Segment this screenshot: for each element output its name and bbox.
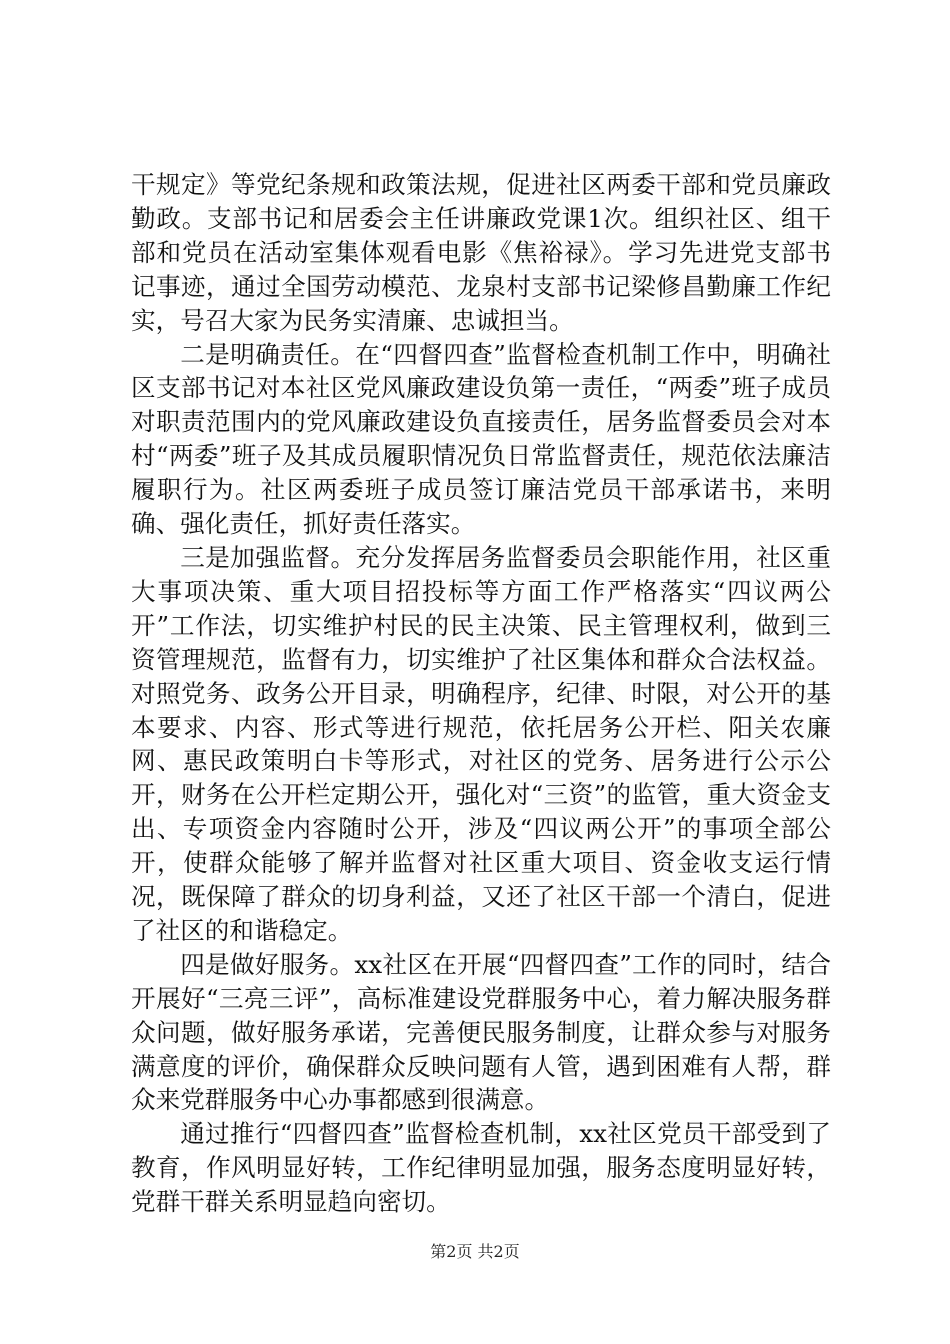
paragraph-conclusion: 通过推行“四督四查”监督检查机制，xx社区党员干部受到了教育，作风明显好转，工作纪律明显加强，服务态度明显好转，党群干群关系明显趋向密切。 — [131, 1119, 831, 1217]
paragraph-responsibility: 二是明确责任。在“四督四查”监督检查机制工作中，明确社区支部书记对本社区党风廉政建设负第一责任，“两委”班子成员对职责范围内的党风廉政建设负直接责任，居务监督委员会对本村“两委”班子及其成员履职情况负日常监督责任，规范依法廉洁履职行为。社区两委班子成员签订廉洁党员干部承诺书，来明确、强化责任，抓好责任落实。 — [131, 339, 831, 539]
page-footer: 第2页 共2页 — [430, 1242, 520, 1261]
paragraph-supervision: 三是加强监督。充分发挥居务监督委员会职能作用，社区重大事项决策、重大项目招投标等方面工作严格落实“四议两公开”工作法，切实维护村民的民主决策、民主管理权利，做到三资管理规范，监督有力，切实维护了社区集体和群众合法权益。对照党务、政务公开目录，明确程序，纪律、时限，对公开的基本要求、内容、形式等进行规范，依托居务公开栏、阳关农廉网、惠民政策明白卡等形式，对社区的党务、居务进行公示公开，财务在公开栏定期公开，强化对“三资”的监管，重大资金支出、专项资金内容随时公开，涉及“四议两公开”的事项全部公开，使群众能够了解并监督对社区重大项目、资金收支运行情况，既保障了群众的切身利益，又还了社区干部一个清白，促进了社区的和谐稳定。 — [131, 542, 831, 945]
paragraph-service: 四是做好服务。xx社区在开展“四督四查”工作的同时，结合开展好“三亮三评”，高标准建设党群服务中心，着力解决服务群众问题，做好服务承诺，完善便民服务制度，让群众参与对服务满意度的评价，确保群众反映问题有人管，遇到困难有人帮，群众来党群服务中心办事都感到很满意。 — [131, 949, 831, 1115]
document-body — [131, 168, 831, 1219]
paragraph-continuation: 干规定》等党纪条规和政策法规，促进社区两委干部和党员廉政勤政。支部书记和居委会主任讲廉政党课1次。组织社区、组干部和党员在活动室集体观看电影《焦裕禄》。学习先进党支部书记事迹，通过全国劳动模范、龙泉村支部书记梁修昌勤廉工作纪实，号召大家为民务实清廉、忠诚担当。 — [131, 170, 831, 335]
